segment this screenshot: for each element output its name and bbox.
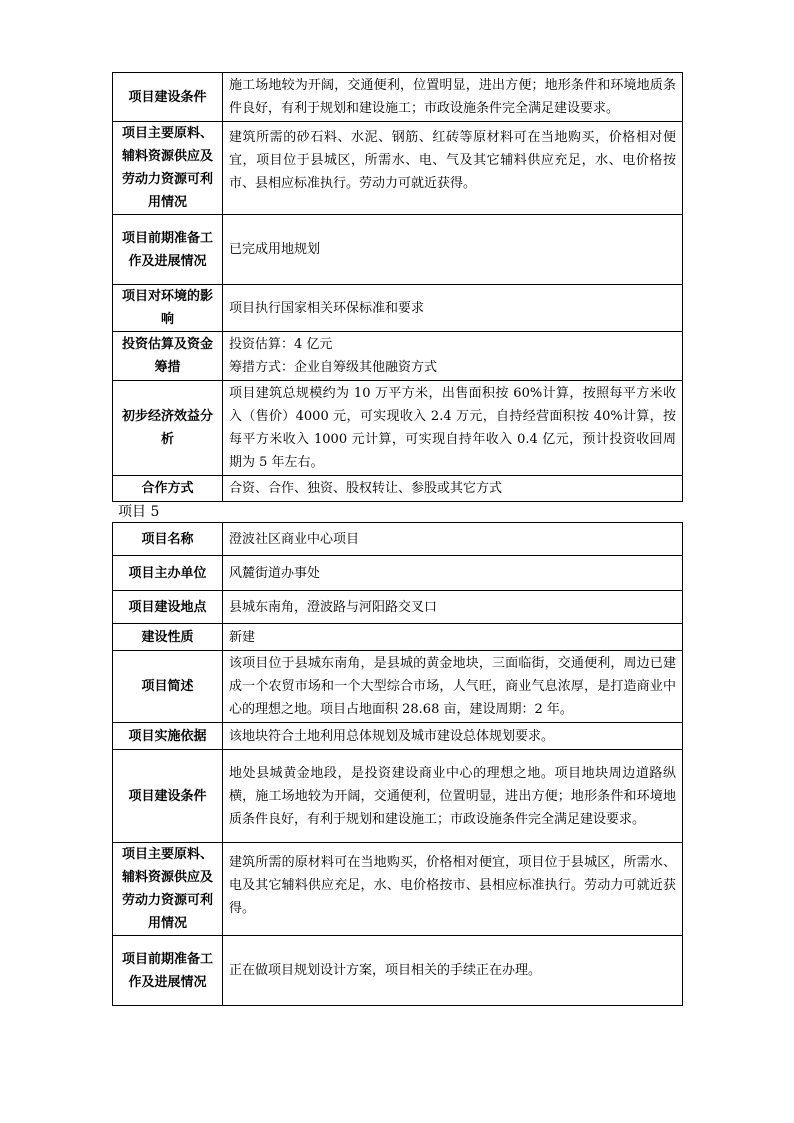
row-label: 项目主办单位 (113, 556, 223, 591)
table-row (113, 723, 683, 750)
row-label: 项目建设条件 (113, 750, 223, 843)
table-row (113, 843, 683, 936)
row-value: 建筑所需的原材料可在当地购买，价格相对便宜，项目位于县城区，所需水、电及其它辅料供应充足，水、电价格按市、县相应标准执行。劳动力可就近获得。 (223, 843, 683, 936)
row-value: 正在做项目规划设计方案，项目相关的手续正在办理。 (223, 936, 683, 1006)
row-value: 澄波社区商业中心项目 (223, 523, 683, 556)
row-label: 项目建设条件 (113, 73, 223, 122)
table-row (113, 556, 683, 591)
row-label: 项目前期准备工作及进展情况 (113, 215, 223, 285)
row-value: 已完成用地规划 (223, 215, 683, 285)
row-label: 建设性质 (113, 624, 223, 651)
table-row (113, 122, 683, 215)
table-row (113, 285, 683, 332)
project-table-top (112, 72, 683, 502)
row-label: 项目前期准备工作及进展情况 (113, 936, 223, 1006)
row-value: 风麓街道办事处 (223, 556, 683, 591)
row-value: 建筑所需的砂石料、水泥、钢筋、红砖等原材料可在当地购买，价格相对便宜，项目位于县城区，所需水、电、气及其它辅料供应充足，水、电价格按市、县相应标准执行。劳动力可就近获得。 (223, 122, 683, 215)
row-value: 该项目位于县城东南角，是县城的黄金地块，三面临街，交通便利，周边已建成一个农贸市场和一个大型综合市场，人气旺，商业气息浓厚，是打造商业中心的理想之地。项目占地面积 28.68 亩，建设周期：2 年。 (223, 651, 683, 723)
table-row (113, 936, 683, 1006)
row-value: 该地块符合土地利用总体规划及城市建设总体规划要求。 (223, 723, 683, 750)
row-value: 县城东南角，澄波路与河阳路交叉口 (223, 591, 683, 624)
row-label: 项目主要原料、辅料资源供应及劳动力资源可利用情况 (113, 122, 223, 215)
document-page (112, 72, 682, 1006)
table-row (113, 624, 683, 651)
table-row (113, 750, 683, 843)
row-label: 投资估算及资金筹措 (113, 332, 223, 381)
section-title: 项目 5 (118, 504, 160, 520)
table-row (113, 332, 683, 381)
row-value: 施工场地较为开阔，交通便利，位置明显，进出方便；地形条件和环境地质条件良好，有利于规划和建设施工；市政设施条件完全满足建设要求。 (223, 73, 683, 122)
table-row (113, 381, 683, 476)
row-label: 项目简述 (113, 651, 223, 723)
row-label: 合作方式 (113, 476, 223, 502)
table-row (113, 73, 683, 122)
row-value: 地处县城黄金地段，是投资建设商业中心的理想之地。项目地块周边道路纵横，施工场地较为开阔，交通便利，位置明显，进出方便；地形条件和环境地质条件良好，有利于规划和建设施工；市政设施条件完全满足建设要求。 (223, 750, 683, 843)
table-row (113, 523, 683, 556)
table-row (113, 215, 683, 285)
row-label: 项目名称 (113, 523, 223, 556)
row-label: 项目实施依据 (113, 723, 223, 750)
row-value: 合资、合作、独资、股权转让、参股或其它方式 (223, 476, 683, 502)
row-value: 投资估算：4 亿元 筹措方式：企业自筹级其他融资方式 (223, 332, 683, 381)
row-label: 项目建设地点 (113, 591, 223, 624)
project-table-bottom (112, 522, 683, 1006)
table-row (113, 476, 683, 502)
row-label: 项目对环境的影响 (113, 285, 223, 332)
row-label: 项目主要原料、辅料资源供应及劳动力资源可利用情况 (113, 843, 223, 936)
row-value: 项目执行国家相关环保标准和要求 (223, 285, 683, 332)
row-value: 新建 (223, 624, 683, 651)
row-value: 项目建筑总规模约为 10 万平方米，出售面积按 60%计算，按照每平方米收入（售价）4000 元，可实现收入 2.4 万元，自持经营面积按 40%计算，按每平方米收入 1000 元计算，可实现自持年收入 0.4 亿元，预计投资收回周期为 5 年左右。 (223, 381, 683, 476)
table-row (113, 651, 683, 723)
row-label: 初步经济效益分析 (113, 381, 223, 476)
table-row (113, 591, 683, 624)
